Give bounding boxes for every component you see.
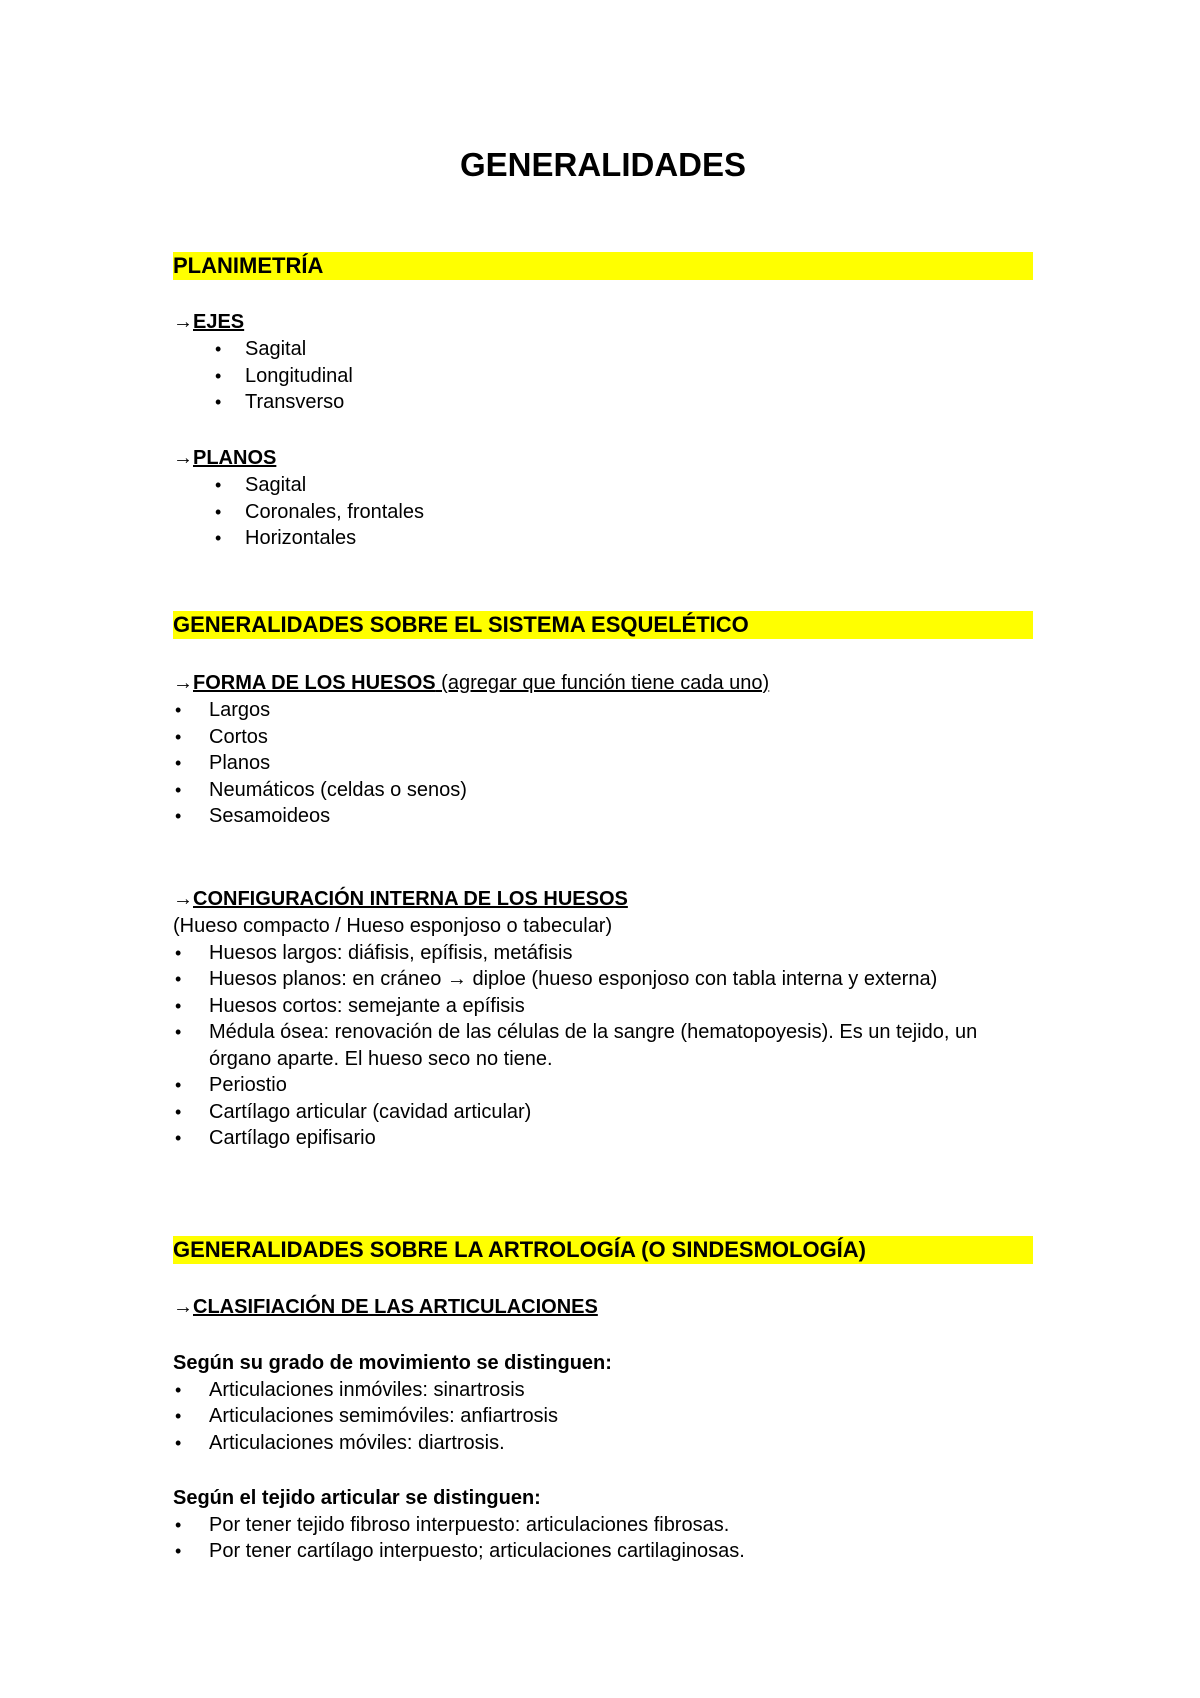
bullet-icon: • xyxy=(215,475,222,495)
group-movimiento xyxy=(173,1350,1033,1456)
arrow-right-icon: → xyxy=(173,447,193,469)
bullet-icon: • xyxy=(175,753,182,773)
bullet-icon: • xyxy=(175,1128,182,1148)
bullet-icon: • xyxy=(175,942,182,963)
bullet-icon: • xyxy=(175,995,182,1016)
bullet-list xyxy=(173,336,1033,416)
list-item: • Planos xyxy=(173,750,1033,777)
bullet-icon: • xyxy=(175,1075,182,1095)
subsection-planos xyxy=(173,445,1033,552)
arrow-right-icon: → xyxy=(173,1296,193,1318)
bullet-icon: • xyxy=(175,1101,182,1122)
bullet-icon: • xyxy=(175,1541,182,1561)
bullet-list xyxy=(173,940,1033,1152)
bullet-icon: • xyxy=(175,1406,182,1426)
section-planimetria xyxy=(173,252,1033,280)
arrow-right-icon: → xyxy=(173,311,193,333)
section-heading: GENERALIDADES SOBRE EL SISTEMA ESQUELÉTICO xyxy=(173,611,1033,639)
list-item: • Articulaciones móviles: diartrosis. xyxy=(173,1430,1033,1457)
bullet-list xyxy=(173,472,1033,552)
bullet-icon: • xyxy=(175,1514,182,1535)
bullet-icon: • xyxy=(175,726,182,747)
group-label: Según su grado de movimiento se distinguen: xyxy=(173,1352,612,1374)
subsection-ejes xyxy=(173,309,1033,416)
list-item: • Largos xyxy=(173,697,1033,724)
group-tejido xyxy=(173,1485,1033,1565)
section-heading: GENERALIDADES SOBRE LA ARTROLOGÍA (O SINDESMOLOGÍA) xyxy=(173,1236,1033,1264)
list-item: • Cartílago articular (cavidad articular) xyxy=(173,1099,1033,1126)
list-item: • Articulaciones inmóviles: sinartrosis xyxy=(173,1377,1033,1404)
list-item: • Sagital xyxy=(173,336,1033,363)
bullet-icon: • xyxy=(215,392,222,412)
list-item: • Huesos planos: en cráneo → diploe (hueso esponjoso con tabla interna y externa) xyxy=(173,966,1033,993)
subsection-label: EJES xyxy=(193,311,245,333)
bullet-icon: • xyxy=(175,1432,182,1453)
list-item: • Transverso xyxy=(173,389,1033,416)
section-esqueletico xyxy=(173,611,1033,639)
subsection-note: (agregar que función tiene cada uno) xyxy=(435,672,770,694)
list-item: • Por tener cartílago interpuesto; articulaciones cartilaginosas. xyxy=(173,1538,1033,1565)
section-heading: PLANIMETRÍA xyxy=(173,252,1033,280)
bullet-list xyxy=(173,1512,1033,1565)
list-item: • Sagital xyxy=(173,472,1033,499)
group-label: Según el tejido articular se distinguen: xyxy=(173,1487,541,1509)
list-item: • Articulaciones semimóviles: anfiartrosis xyxy=(173,1403,1033,1430)
subsection-configuracion xyxy=(173,886,1033,1152)
subsection-intro: (Hueso compacto / Hueso esponjoso o tabecular) xyxy=(173,915,613,937)
bullet-icon: • xyxy=(175,1379,182,1400)
bullet-icon: • xyxy=(175,969,182,989)
subsection-label: PLANOS xyxy=(193,447,277,469)
subsection-heading xyxy=(173,1294,1033,1321)
bullet-icon: • xyxy=(175,779,182,800)
subsection-heading xyxy=(173,670,1033,697)
list-item: • Cortos xyxy=(173,724,1033,751)
list-item: • Huesos largos: diáfisis, epífisis, metáfisis xyxy=(173,940,1033,967)
subsection-label: FORMA DE LOS HUESOS xyxy=(193,672,436,694)
subsection-heading xyxy=(173,445,1033,472)
list-item: • Longitudinal xyxy=(173,363,1033,390)
bullet-icon: • xyxy=(215,501,222,522)
bullet-icon: • xyxy=(215,528,222,548)
page-title: GENERALIDADES xyxy=(459,146,747,183)
arrow-right-icon: → xyxy=(173,672,193,694)
bullet-list xyxy=(173,1377,1033,1457)
list-item: • Neumáticos (celdas o senos) xyxy=(173,777,1033,804)
list-item: • Por tener tejido fibroso interpuesto: articulaciones fibrosas. xyxy=(173,1512,1033,1539)
list-item: • Médula ósea: renovación de las células de la sangre (hematopoyesis). Es un tejido, un órgano aparte. El hueso seco no tiene. xyxy=(175,1021,978,1070)
subsection-label: CLASIFIACIÓN DE LAS ARTICULACIONES xyxy=(193,1296,598,1318)
bullet-icon: • xyxy=(175,806,182,826)
list-item: • Huesos cortos: semejante a epífisis xyxy=(173,993,1033,1020)
arrow-right-icon: → xyxy=(173,888,193,910)
bullet-list xyxy=(173,697,1033,830)
bullet-icon: • xyxy=(215,365,222,386)
subsection-forma xyxy=(173,670,1033,830)
subsection-clasificacion xyxy=(173,1294,1033,1321)
list-item: • Periostio xyxy=(173,1072,1033,1099)
subsection-heading xyxy=(173,886,1033,913)
bullet-icon: • xyxy=(175,700,182,720)
list-item: • Sesamoideos xyxy=(173,803,1033,830)
bullet-icon: • xyxy=(215,339,222,359)
bullet-icon: • xyxy=(175,1022,182,1042)
subsection-label: CONFIGURACIÓN INTERNA DE LOS HUESOS xyxy=(193,888,628,910)
list-item: • Coronales, frontales xyxy=(173,499,1033,526)
list-item: • Horizontales xyxy=(173,525,1033,552)
list-item: • Cartílago epifisario xyxy=(173,1125,1033,1152)
subsection-heading xyxy=(173,309,1033,336)
section-artrologia xyxy=(173,1236,1033,1264)
